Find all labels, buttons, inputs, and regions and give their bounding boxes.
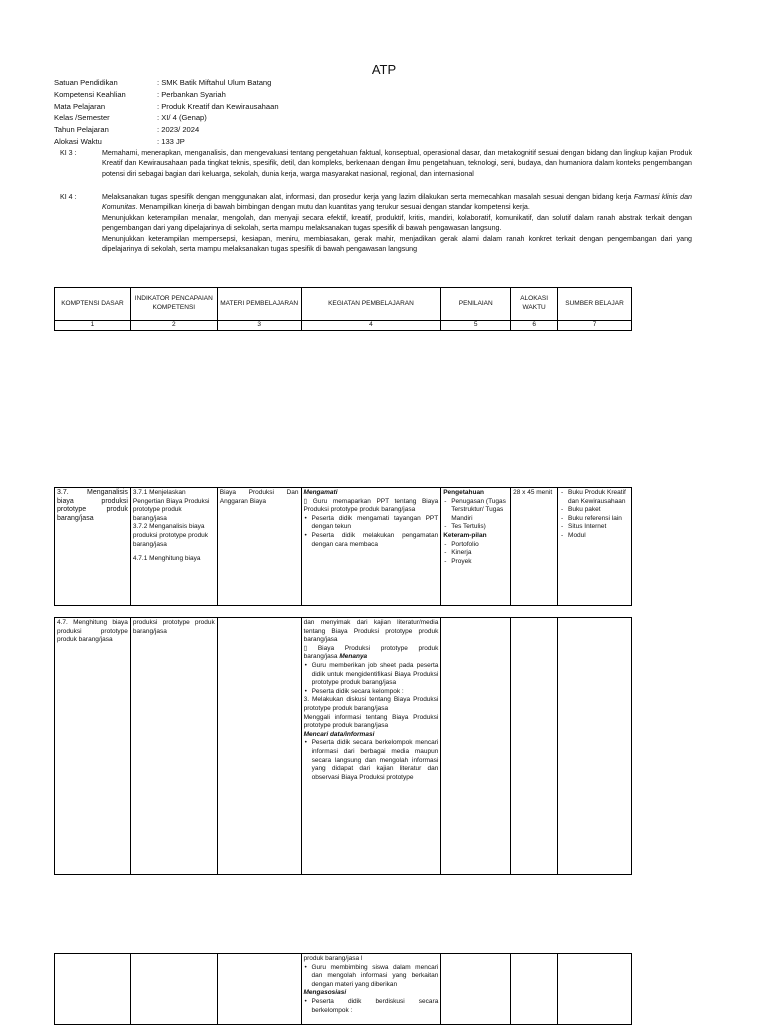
- kd-cell: 3.7. Menganalisis biaya produksi prototype produk barang/jasa: [55, 488, 131, 606]
- penilaian-item: - Portofolio: [443, 541, 508, 550]
- meta-label: Mata Pelajaran: [54, 101, 106, 111]
- kegiatan-item: • Guru membimbing siswa dalam mencari dan mengolah informasi yang berkaitan dengan materi yang diberikan: [304, 964, 439, 990]
- kegiatan-heading: Mencari data/informasi: [303, 730, 375, 738]
- kegiatan-item: • Peserta didik secara kelompok :: [304, 688, 439, 697]
- sumber-cell: [558, 488, 632, 606]
- meta-label: Tahun Pelajaran: [54, 125, 109, 135]
- kegiatan-item: • Peserta didik melakukan pengamatan dengan cara membaca: [304, 532, 439, 549]
- kegiatan-item: 3. Melakukan diskusi tentang Biaya Produksi prototype produk barang/jasa: [303, 696, 439, 712]
- kegiatan-item: [304, 645, 439, 662]
- meta-label: Satuan Pendidikan: [54, 78, 118, 87]
- col-number: 2: [130, 321, 217, 331]
- meta-value: : 133 JP: [157, 136, 185, 146]
- alokasi-cell: [511, 618, 558, 875]
- materi-cell: [217, 618, 301, 875]
- sumber-item: - Buku Produk Kreatif dan Kewirausahaan: [560, 489, 629, 506]
- kegiatan-item: • Peserta didik berdiskusi secara berkelompok :: [304, 998, 439, 1015]
- ki4-p1-italic: Farmasi klinis dan Komunitas: [102, 193, 692, 212]
- alokasi-cell: 28 x 45 menit: [511, 488, 558, 606]
- page-title: ATP: [371, 62, 397, 77]
- meta-label: Kompetensi Keahlian: [54, 89, 126, 99]
- sumber-item: - Buku paket: [560, 506, 629, 515]
- materi-cell: [217, 954, 301, 1025]
- kegiatan-cell: [301, 618, 441, 875]
- ki3-label: KI 3 :: [60, 149, 77, 157]
- penilaian-item: - Tes Tertulis): [443, 523, 508, 532]
- col-header: KEGIATAN PEMBELAJARAN: [301, 288, 441, 321]
- meta-value: : 2023/ 2024: [157, 125, 200, 135]
- ki4-text: [102, 192, 692, 254]
- penilaian-cell: [441, 954, 511, 1025]
- kegiatan-item: • Peserta didik mengamati tayangan PPT dengan tekun: [304, 515, 439, 532]
- kegiatan-item: • Peserta didik secara berkelompok mencari informasi dari berbagai media maupun secara langsung dan mengolah informasi yang didapat dari kajian literatur dan observasi Biaya Produksi prototype: [304, 739, 439, 782]
- penilaian-cell: [441, 488, 511, 606]
- materi-cell: Biaya Produksi Dan Anggaran Biaya: [217, 488, 301, 606]
- meta-value: : Perbankan Syariah: [157, 89, 226, 99]
- ki4-p1a: Melaksanakan tugas spesifik dengan menggunakan alat, informasi, dan prosedur kerja yang lazim dilakukan serta memecahkan masalah sesuai dengan bidang kerja: [102, 193, 634, 201]
- col-header: ALOKASI WAKTU: [511, 288, 558, 321]
- meta-value: : Produk Kreatif dan Kewirausahaan: [157, 101, 279, 111]
- meta-label: Alokasi Waktu: [54, 136, 102, 146]
- ipk-item: 3.7.1 Menjelaskan Pengertian Biaya Produksi prototype produk barang/jasa: [132, 489, 210, 522]
- col-header: MATERI PEMBELAJARAN: [217, 288, 301, 321]
- ki4-p3: Menunjukkan keterampilan mempersepsi, kesiapan, meniru, membiasakan, gerak mahir, menjadikan gerak alami dalam ranah konkret terkait dengan pengembangan dari yang dipelajarinya di sekolah, serta mampu melaksanakan tugas spesifik di bawah pengawasan langsung: [102, 234, 692, 254]
- sumber-item: - Modul: [560, 532, 629, 541]
- header-table: [54, 287, 632, 331]
- sumber-cell: [558, 954, 632, 1025]
- alokasi-cell: [511, 954, 558, 1025]
- meta-block: [54, 77, 279, 148]
- sumber-item: - Situs Internet: [560, 523, 629, 532]
- kegiatan-item: ▯ Guru memaparkan PPT tentang Biaya Produksi prototype produk barang/jasa: [304, 498, 439, 515]
- col-number: 5: [441, 321, 511, 331]
- table-row-2: [54, 617, 632, 875]
- meta-label: Kelas /Semester: [54, 113, 110, 123]
- kd-cell: [55, 954, 131, 1025]
- ipk-cell: [130, 488, 217, 606]
- table-row-3: [54, 953, 632, 1025]
- penilaian-cell: [441, 618, 511, 875]
- penilaian-heading: Pengetahuan: [443, 489, 485, 496]
- ipk-item: 4.7.1 Menghitung biaya: [132, 555, 201, 563]
- kd-cell: 4.7. Menghitung biaya produksi prototype produk barang/jasa: [55, 618, 131, 875]
- kegiatan-cell: [301, 954, 441, 1025]
- col-header: PENILAIAN: [441, 288, 511, 321]
- col-header: KOMPTENSI DASAR: [55, 288, 131, 321]
- kegiatan-cell: [301, 488, 441, 606]
- kegiatan-heading: Mengamati: [303, 489, 338, 496]
- ki3-text: Memahami, menerapkan, menganalisis, dan mengevaluasi tentang pengetahuan faktual, konseptual, operasional dasar, dan metakognitif sesuai dengan bidang dan lingkup kajian Produk Kreatif dan Kewirausahaan pada tingkat teknis, spesifik, detil, dan kompleks, berkenaan dengan ilmu pengetahuan, teknologi, seni, budaya, dan humaniora dalam konteks pengembangan potensi diri sebagai bagian dari keluarga, sekolah, dunia kerja, warga masyarakat nasional, regional, dan internasional: [102, 149, 692, 178]
- ki4-p1b: . Menampilkan kinerja di bawah bimbingan dengan mutu dan kuantitas yang terukur sesuai dengan standar kompetensi kerja.: [135, 203, 530, 212]
- kegiatan-text: Biaya Produksi prototype produk barang/jasa: [303, 644, 439, 661]
- meta-value: : XI/ 4 (Genap): [157, 113, 207, 123]
- col-number: 6: [511, 321, 558, 331]
- col-number: 4: [301, 321, 441, 331]
- col-header: SUMBER BELAJAR: [558, 288, 632, 321]
- kegiatan-item: dan menyimak dari kajian literatur/media tentang Biaya Produksi prototype produk barang/jasa: [303, 619, 439, 644]
- col-number: 3: [217, 321, 301, 331]
- penilaian-item: - Penugasan (Tugas Terstruktur/ Tugas Mandiri: [443, 498, 508, 524]
- ipk-item: 3.7.2 Menganalisis biaya produksi prototype produk barang/jasa: [132, 523, 209, 548]
- ki4-p2: Menunjukkan keterampilan menalar, mengolah, dan menyaji secara efektif, kreatif, produktif, kritis, mandiri, kolaboratif, komunikatif, dan solutif dalam ranah abstrak terkait dengan pengembangan dari yang dipelajarinya di sekolah, serta mampu melaksanakan tugas spesifik di bawah pengawasan langsung.: [102, 213, 692, 233]
- kegiatan-heading: Mengasosiasi: [303, 989, 347, 997]
- penilaian-item: - Proyek: [443, 558, 508, 567]
- col-number: 7: [558, 321, 632, 331]
- col-header: INDIKATOR PENCAPAIAN KOMPETENSI: [130, 288, 217, 321]
- penilaian-item: - Kinerja: [443, 549, 508, 558]
- kegiatan-item: • Guru memberikan job sheet pada peserta didik untuk mengidentifikasi Biaya Produksi prototype produk barang/jasa: [304, 662, 439, 688]
- ki4-label: KI 4 :: [60, 193, 77, 201]
- meta-value: : SMK Batik Miftahul Ulum Batang: [157, 78, 272, 87]
- kegiatan-item: produk barang/jasa l: [303, 955, 363, 962]
- ipk-cell: [130, 954, 217, 1025]
- sumber-cell: [558, 618, 632, 875]
- sumber-item: - Buku referensi lain: [560, 515, 629, 524]
- table-row-1: [54, 487, 632, 606]
- penilaian-heading: Keteram-pilan: [443, 531, 487, 539]
- col-number: 1: [55, 321, 131, 331]
- kegiatan-heading: Menanya: [339, 653, 368, 661]
- ipk-cell: produksi prototype produk barang/jasa: [130, 618, 217, 875]
- kegiatan-item: Menggali informasi tentang Biaya Produksi prototype produk barang/jasa: [303, 713, 439, 730]
